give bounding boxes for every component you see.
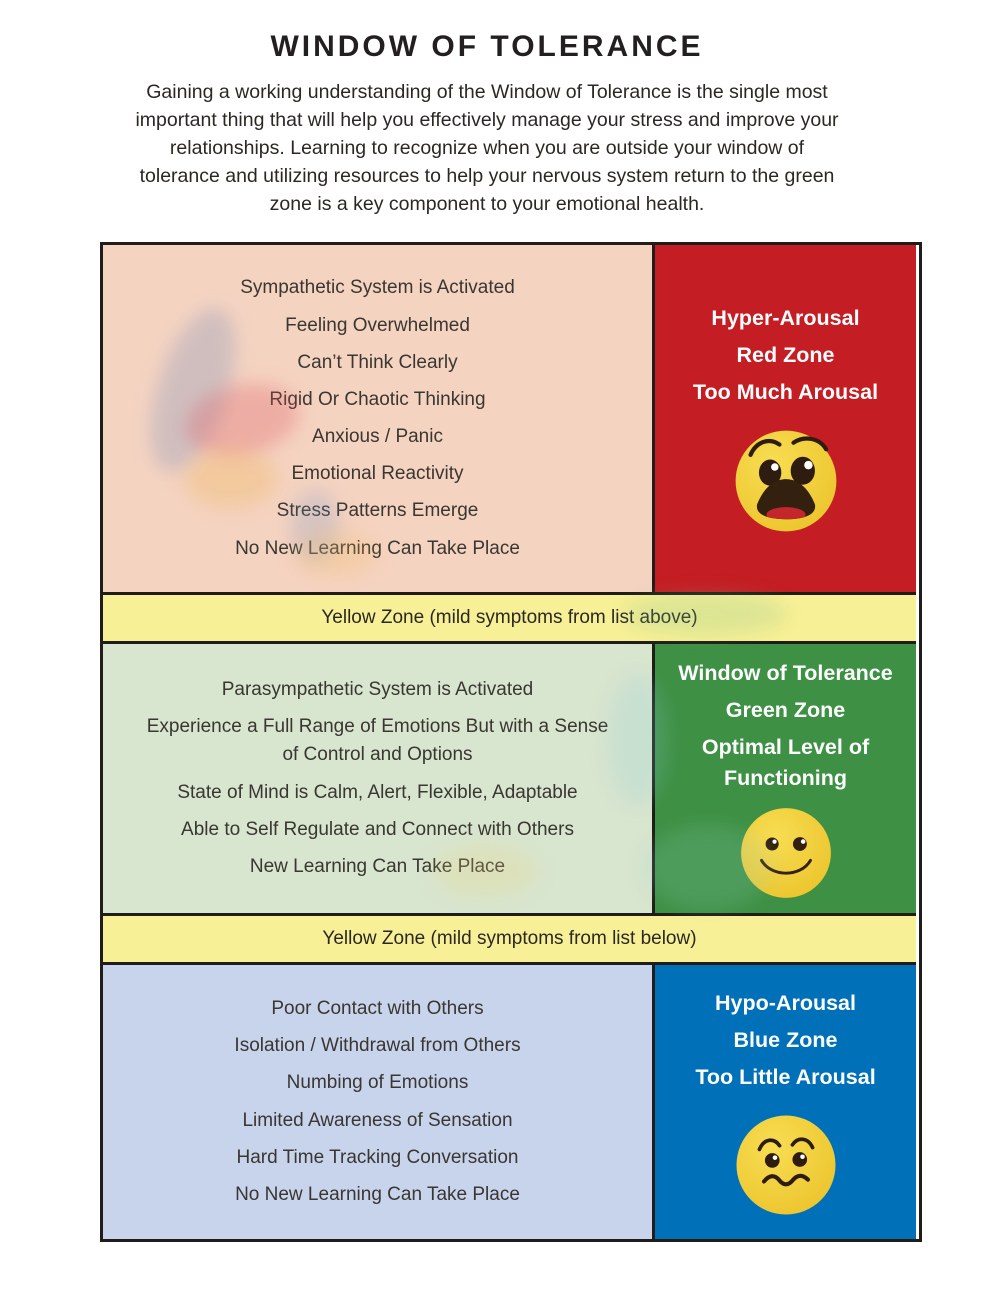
zone-label: Blue Zone [733, 1027, 838, 1052]
list-item: No New Learning Can Take Place [235, 537, 520, 559]
window-of-tolerance-zone-panel [655, 644, 916, 916]
list-item: Feeling Overwhelmed [285, 314, 470, 336]
window-of-tolerance-list [103, 644, 652, 913]
window-of-tolerance-symptoms-panel [103, 644, 655, 916]
zone-label: Too Much Arousal [692, 380, 879, 404]
zone-label: Hyper-Arousal [711, 306, 860, 330]
list-item: Able to Self Regulate and Connect with Others [181, 818, 574, 840]
zone-label: Hypo-Arousal [715, 990, 856, 1015]
list-item: Rigid Or Chaotic Thinking [269, 388, 486, 410]
list-item: Poor Contact with Others [271, 998, 484, 1020]
list-item: Sympathetic System is Activated [240, 277, 515, 299]
smiling-face-emoji [737, 804, 835, 902]
hyper-arousal-symptom-list [103, 245, 652, 592]
yellow-zone-band-bottom [103, 916, 916, 965]
zone-label: Green Zone [725, 698, 846, 722]
list-item: Limited Awareness of Sensation [242, 1109, 513, 1131]
list-item: Parasympathetic System is Activated [221, 679, 534, 701]
header [0, 30, 974, 218]
list-item: Experience a Full Range of Emotions But with a Sense of Control and Options [146, 716, 609, 766]
list-item: Stress Patterns Emerge [276, 500, 479, 522]
worried-face-emoji [731, 1110, 841, 1220]
list-item: New Learning Can Take Place [249, 855, 506, 877]
zone-label: Optimal Level of Functioning [701, 735, 870, 790]
list-item: No New Learning Can Take Place [235, 1183, 520, 1205]
list-item: Anxious / Panic [312, 426, 443, 448]
page-title: WINDOW OF TOLERANCE [270, 30, 704, 63]
list-item: Isolation / Withdrawal from Others [234, 1035, 521, 1057]
list-item: State of Mind is Calm, Alert, Flexible, Adaptable [177, 781, 578, 803]
intro-paragraph: Gaining a working understanding of the Window of Tolerance is the single most important thing that will help you effectively manage your stress and improve your relationships. Learning to recognize when you are outside your window of tolerance and utilizing resources to help your nervous system return to the green zone is a key component to your emotional health. [135, 81, 839, 215]
hyper-arousal-symptoms-panel [103, 245, 655, 595]
yellow-zone-band-top [103, 595, 916, 644]
list-item: Can’t Think Clearly [297, 351, 458, 373]
hypo-arousal-symptoms-panel [103, 965, 655, 1239]
yellow-band-label: Yellow Zone (mild symptoms from list below) [322, 928, 697, 949]
hyper-arousal-zone-panel [655, 245, 916, 595]
zone-label: Too Little Arousal [695, 1064, 876, 1089]
list-item: Hard Time Tracking Conversation [236, 1146, 519, 1168]
yellow-band-label: Yellow Zone (mild symptoms from list above) [321, 607, 698, 628]
zone-label: Window of Tolerance [678, 661, 893, 685]
anguished-face-emoji [730, 425, 842, 537]
zone-label: Red Zone [736, 343, 835, 367]
hypo-arousal-symptom-list [103, 965, 652, 1239]
list-item: Emotional Reactivity [291, 463, 464, 485]
hypo-arousal-zone-panel [655, 965, 916, 1239]
window-of-tolerance-table [100, 242, 922, 1242]
list-item: Numbing of Emotions [286, 1072, 469, 1094]
